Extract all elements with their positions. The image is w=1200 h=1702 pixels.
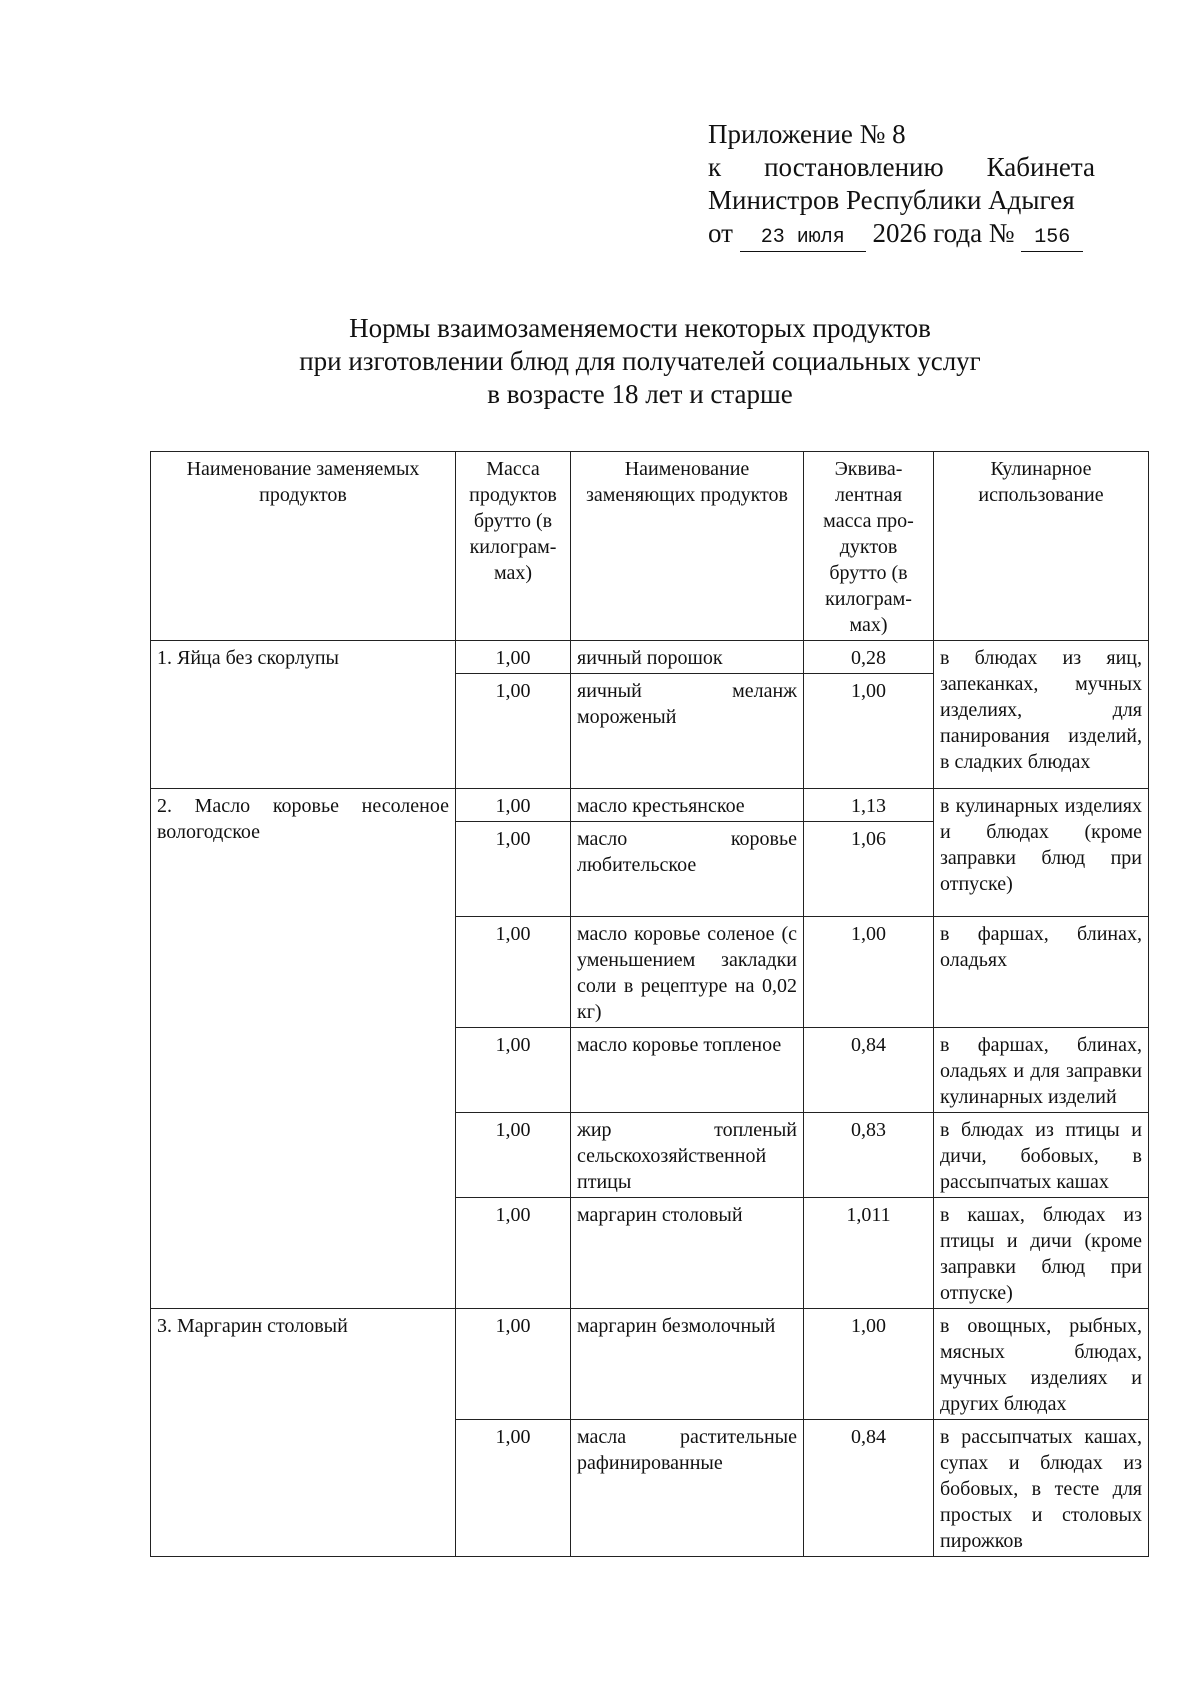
table-row: 1. Яйца без скорлупы 1,00 яичный порошок 0,28 в блюдах из яиц, запеканках, мучных изделиях, для панирования изделий, в сладких блюдах bbox=[151, 641, 1149, 674]
table-row: 1,00 яичный меланж мороженый 1,00 bbox=[151, 674, 1149, 789]
table-row: 1,00 маргарин столовый 1,011 в кашах, блюдах из птицы и дичи (кроме заправки блюд при отпуске) bbox=[151, 1198, 1149, 1309]
group-name: 3. Маргарин столовый bbox=[151, 1309, 456, 1557]
appendix-to-resolution: к постановлению Кабинета bbox=[708, 152, 1095, 182]
usage-cell: в блюдах из птицы и дичи, бобовых, в рассыпчатых кашах bbox=[934, 1113, 1149, 1198]
header-replacing: Наименование заменяющих продуктов bbox=[571, 452, 804, 641]
appendix-doc-number: 156 bbox=[1021, 225, 1083, 252]
group-name: 2. Масло коровье несоленое вологодское bbox=[151, 789, 456, 1309]
table-row: 1,00 жир топленый сельскохозяйственной птицы 0,83 в блюдах из птицы и дичи, бобовых, в рассыпчатых кашах bbox=[151, 1113, 1149, 1198]
usage-cell: в фаршах, блинах, оладьях и для заправки кулинарных изделий bbox=[934, 1028, 1149, 1113]
group-name: 1. Яйца без скорлупы bbox=[151, 641, 456, 789]
table-header-row bbox=[151, 452, 1149, 641]
appendix-date-line: от 23 июля 2026 года № 156 bbox=[708, 217, 1095, 252]
table-row: 1,00 масло коровье соленое (с уменьшением закладки соли в рецептуре на 0,02 кг) 1,00 в фаршах, блинах, оладьях bbox=[151, 917, 1149, 1028]
table-row: 1,00 масла растительные рафинированные 0,84 в рассыпчатых кашах, супах и блюдах из бобовых, в тесте для простых и столовых пирожков bbox=[151, 1420, 1149, 1557]
header-mass: Масса продуктов брутто (в килограм-мах) bbox=[456, 452, 571, 641]
norms-table bbox=[150, 451, 1149, 1557]
table-row: 1,00 масло коровье топленое 0,84 в фаршах, блинах, оладьях и для заправки кулинарных изделий bbox=[151, 1028, 1149, 1113]
appendix-issuer: Министров Республики Адыгея bbox=[708, 185, 1075, 215]
document-title: Нормы взаимозаменяемости некоторых продуктов при изготовлении блюд для получателей социальных услуг в возрасте 18 лет и старше bbox=[299, 313, 981, 409]
usage-cell: в овощных, рыбных, мясных блюдах, мучных изделиях и других блюдах bbox=[934, 1309, 1149, 1420]
header-equiv: Эквива-лентная масса про-дуктов брутто (в килограм-мах) bbox=[804, 452, 934, 641]
usage-cell: в фаршах, блинах, оладьях bbox=[934, 917, 1149, 1028]
table-row: 3. Маргарин столовый 1,00 маргарин безмолочный 1,00 в овощных, рыбных, мясных блюдах, мучных изделиях и других блюдах bbox=[151, 1309, 1149, 1420]
header-replaced: Наименование заменяемых продуктов bbox=[151, 452, 456, 641]
header-usage: Кулинарное использование bbox=[934, 452, 1149, 641]
usage-cell: в блюдах из яиц, запеканках, мучных изделиях, для панирования изделий, в сладких блюдах bbox=[934, 641, 1149, 789]
usage-cell: в кашах, блюдах из птицы и дичи (кроме заправки блюд при отпуске) bbox=[934, 1198, 1149, 1309]
appendix-block bbox=[708, 118, 1095, 252]
usage-cell: в рассыпчатых кашах, супах и блюдах из бобовых, в тесте для простых и столовых пирожков bbox=[934, 1420, 1149, 1557]
table-row: 1,00 масло коровье любительское 1,06 bbox=[151, 822, 1149, 917]
table-row: 2. Масло коровье несоленое вологодское 1,00 масло крестьянское 1,13 в кулинарных изделиях и блюдах (кроме заправки блюд при отпуске) bbox=[151, 789, 1149, 822]
appendix-date: 23 июля bbox=[740, 225, 866, 252]
usage-cell: в кулинарных изделиях и блюдах (кроме заправки блюд при отпуске) bbox=[934, 789, 1149, 917]
appendix-number: Приложение № 8 bbox=[708, 119, 906, 149]
